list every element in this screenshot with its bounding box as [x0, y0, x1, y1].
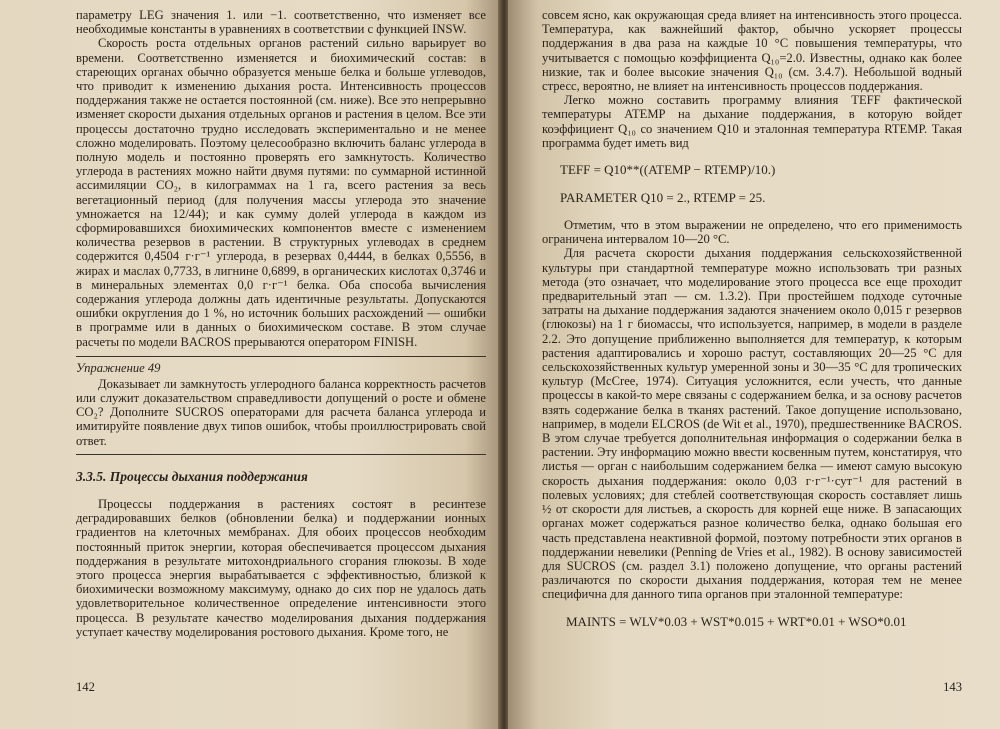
right-paragraph-program: Легко можно составить программу влияния TEFF фактической температуры ATEMP на дыхание поддержания, в которую войдет коэффициент Q₁₀ со значением Q10 и эталонная температура RTEMP. Такая программа будет иметь вид — [542, 93, 962, 150]
left-paragraph-continued: параметру LEG значения 1. или −1. соответственно, что изменяет все необходимые константы в уравнениях в соответствии с функцией INSW. — [76, 8, 486, 37]
page-number-left: 142 — [76, 680, 95, 694]
exercise-title: Упражнение 49 — [76, 360, 161, 375]
exercise-box — [76, 356, 486, 455]
right-page — [508, 0, 1000, 729]
section-heading: 3.3.5. Процессы дыхания поддержания — [76, 468, 308, 484]
right-paragraph-note: Отметим, что в этом выражении не определено, что его применимость ограничена интервалом 10—20 °C. — [542, 218, 962, 247]
formula-parameter: PARAMETER Q10 = 2., RTEMP = 25. — [560, 190, 766, 206]
left-paragraph-carbon-balance: Скорость роста отдельных органов растений сильно варьирует во времени. Соответственно изменяется и биохимический состав: в стареющих органах обычно образуется меньше белка и больше углеводов, что приводит к изменению дыхания роста. Интенсивность процессов поддержания также не остается постоянной (см. ниже). Все это непрерывно изменяет скорости дыхания отдельных органов и растения в целом. Все эти процессы достаточно трудно исследовать экспериментально и не менее сложно моделировать. Поэтому целесообразно включить баланс углерода в полную модель и постоянно проверять его замкнутость. Количество углерода в растениях можно найти двумя путями: по суммарной истинной ассимиляции CO₂, в килограммах на 1 га, всего растения за весь вегетационный период (для получения массы углерода это значение умножается на 12/44); и как сумму долей углерода в каждом из сформировавшихся биохимических компонентов вместе с изменением количества резервов в растении. В структурных углеводах в среднем содержится 0,4504 г·г⁻¹ углерода, в резервах 0,4444, в белках 0,5556, в жирах и маслах 0,7733, в лигнине 0,6899, в органических кислотах 0,3746 и в минеральных элементах 0,0 г·г⁻¹ белка. Оба способа вычисления содержания углерода должны дать идентичные результаты. Допускаются ошибки округления до 1 %, но источник больших расхождений — ошибки в программе или в данных о биохимическом составе. В этом случае расчеты по модели BACROS прерываются оператором FINISH. — [76, 36, 486, 349]
formula-teff: TEFF = Q10**((ATEMP − RTEMP)/10.) — [560, 162, 776, 178]
right-paragraph-continued: совсем ясно, как окружающая среда влияет на интенсивность этого процесса. Температура, как важнейший фактор, обычно ускоряет процессы поддержания в два раза на каждые 10 °C повышения температуры, что учитывается с помощью коэффициента Q₁₀=2.0. Известны, однако как более низкие, так и более высокие значения Q₁₀ (см. 3.4.7). Небольшой водный стресс, вероятно, не влияет на интенсивность процессов поддержания. — [542, 8, 962, 94]
formula-maints: MAINTS = WLV*0.03 + WST*0.015 + WRT*0.01 + WSO*0.01 — [566, 613, 907, 629]
page-number-right: 143 — [943, 680, 962, 694]
section-paragraph: Процессы поддержания в растениях состоят в ресинтезе деградировавших белков (обновлении белка) и поддержании ионных градиентов на клеточных мембранах. Для обоих процессов необходим постоянный приток энергии, которая обеспечивается процессом дыхания поддержания в результате митохондриального сгорания глюкозы. В ходе этого процесса энергия вырабатывается с эффективностью, близкой к биохимически возможному максимуму, однако до сих пор не удалось дать удовлетворительное количественное определение интенсивности этого процесса. В результате качество моделирования дыхания поддержания уступает качеству моделирования ростового дыхания. Кроме того, не — [76, 496, 486, 639]
right-paragraph-methods: Для расчета скорости дыхания поддержания сельскохозяйственной культуры при стандартной температуре можно использовать три разных метода (это означает, что моделирование этого процесса все еще проходит предварительный этап — см. 1.3.2). При простейшем подходе суточные затраты на дыхание поддержания задаются значением около 0,015 г резервов (глюкозы) на 1 г биомассы, что используется, например, в модели в разделе 2.2. Это допущение приближенно выполняется для температур, к которым растения адаптировались и хорошо растут, составляющих 20—25 °C для сельскохозяйственных культур умеренной зоны и 30—35 °C для тропических культур (McCree, 1974). Ситуация усложнится, если учесть, что данные процессы в какой-то мере связаны с содержанием белка, и за основу расчетов взять содержание белка в тканях растений. Такое допущение использовано, например, в модели ELCROS (de Wit et al., 1970), предшественнике BACROS. В этом случае требуется дополнительная информация о содержании белка в растении. Эту информацию можно ввести косвенным путем, констатируя, что листья — орган с наибольшим содержанием белка — имеют самую высокую скорость дыхания поддержания: около 0,03 г·г⁻¹·сут⁻¹ для растений в полевых условиях; для стеблей соответствующая скорость составляет лишь ½ от скорости для листьев, а скорость для корней еще ниже. В запасающих органах может содержаться разное количество белка, однако большая его часть представлена неактивной формой, поэтому потребности этих органов в поддержании невелики (Penning de Vries et al., 1982). В основу зависимостей для SUCROS (см. раздел 3.1) положено допущение, что органы растений различаются по скорости дыхания поддержания, которая тем не менее специфична для данного типа органов при эталонной температуре: — [542, 246, 962, 602]
exercise-text: Доказывает ли замкнутость углеродного баланса корректность расчетов или служит доказательством справедливости допущений о росте и обмене CO₂? Дополните SUCROS операторами для расчета баланса углерода и имитируйте появление двух типов ошибок, чтобы проиллюстрировать свой ответ. — [76, 376, 486, 448]
